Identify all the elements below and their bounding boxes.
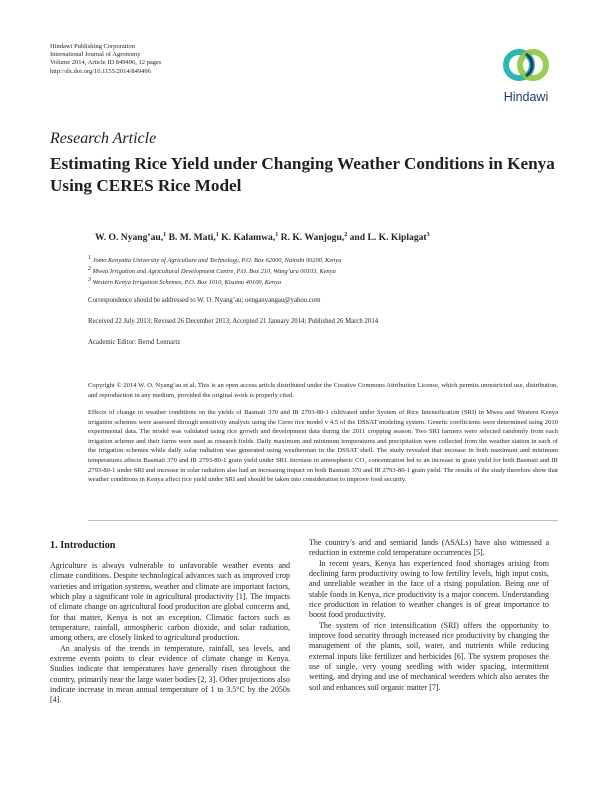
body-column-left — [50, 561, 290, 706]
author-affiliation-mark: 1 — [163, 232, 167, 238]
paragraph: The system of rice intensification (SRI) offers the opportunity to improve food security through increased rice productivity by changing the management of the plants, soil, water, and nutrients while reducing external inputs like fertilizer and herbicides [6]. The system proposes the use of single, very young seedling with wider spacing, intermittent wetting, and drying and use of mechanical weeders which also aerates the soil and enhances soil organic matter [7]. — [309, 620, 549, 692]
affiliation-number: 2 — [88, 266, 91, 272]
affiliation-number: 1 — [88, 255, 91, 261]
publication-dates: Received 22 July 2013; Revised 26 December 2013; Accepted 21 January 2014; Published 26 March 2014 — [88, 318, 379, 325]
journal-name: International Journal of Agronomy — [50, 51, 141, 59]
volume-info: Volume 2014, Article ID 849496, 12 pages — [50, 59, 162, 67]
affiliation-3 — [88, 277, 281, 286]
copyright-notice: Copyright © 2014 W. O. Nyang’au et al. This is an open access article distributed under the Creative Commons Attribution License, which permits unrestricted use, distribution, and reproduction in any medium, provided the original work is properly cited. — [88, 382, 558, 399]
author-name: R. K. Wanjogu, — [280, 232, 345, 244]
author-list — [95, 232, 565, 243]
publisher-name: Hindawi Publishing Corporation — [50, 43, 135, 50]
affiliation-text: Jomo Kenyatta University of Agriculture and Technology, P.O. Box 62000, Nairobi 00200, Kenya — [92, 257, 342, 265]
affiliation-text: Mwea Irrigation and Agricultural Development Centre, P.O. Box 210, Wang’uru 00103, Kenya — [92, 268, 336, 276]
journal-header — [50, 43, 161, 76]
affiliation-2 — [88, 266, 336, 275]
author-affiliation-mark: 3 — [426, 232, 430, 238]
affiliation-text: Western Kenya Irrigation Schemes, P.O. Box 1010, Kisumu 40100, Kenya — [92, 279, 282, 287]
author-name: B. M. Mati, — [168, 232, 216, 244]
abstract: Effects of change in weather conditions on the yields of Basmati 370 and IR 2793-80-1 cultivated under System of Rice Intensification (SRI) in Mwea and Western Kenya irrigation schemes were assessed through sensitivity analysis using the Ceres rice model v 4.5 of the DSSAT modeling system. Genetic coefficients were determined using 2010 experimental data. The model was validated using rice growth and development data during the 2011 cropping season. Two SRI farmers were selected randomly from each irrigation scheme and their farms were used as research fields. Daily maximum and minimum temperatures and precipitation were collected from the weather station in each of the irrigation schemes while daily solar radiation was generated using weatherman in the DSSAT shell. The study revealed that increase in both maximum and minimum temperatures affects Basmati 370 and IR 2793-80-1 grain yield under SRI. Increase in atmospheric CO₂ concentration led to an increase in grain yield for both Basmati and IR 2793-80-1 under SRI and increase in solar radiation also had an increasing impact on both Basmati 370 and IR 2793-80-1 grain yield. The results of the study therefore show that weather conditions in Kenya affect rice yield under SRI and should be taken into consideration to improve food security. — [88, 409, 558, 484]
paragraph: The country’s arid and semiarid lands (ASALs) have also witnessed a reduction in extreme cold temperature occurrences [5]. — [309, 538, 549, 558]
affiliation-number: 3 — [88, 277, 91, 283]
author-name: W. O. Nyang’au, — [95, 232, 164, 244]
author-name: and L. K. Kiplagat — [349, 232, 427, 244]
academic-editor: Academic Editor: Bernd Lennartz — [88, 339, 181, 346]
divider — [88, 520, 558, 521]
paragraph: An analysis of the trends in temperature, rainfall, sea levels, and extreme events points to clear evidence of climate change in Kenya. Studies indicate that temperatures have generally risen throughout the country, primarily near the large water bodies [2, 3]. Other projections also indicate increase in mean annual temperature of 1 to 3.5°C by the 2050s [4]. — [50, 643, 290, 705]
hindawi-logo-icon — [497, 42, 555, 88]
author-affiliation-mark: 1 — [215, 232, 219, 238]
article-type: Research Article — [50, 130, 157, 147]
hindawi-logo — [497, 42, 555, 110]
body-column-right — [309, 538, 549, 693]
correspondence: Correspondence should be addressed to W. O. Nyang’au; oenganyangau@yahoo.com — [88, 297, 321, 304]
paragraph: Agriculture is always vulnerable to unfavorable weather events and climate conditions. Despite technological advances such as improved crop varieties and irrigation systems, weather and climate are important factors, which play a significant role in agricultural productivity [1]. The impacts of climate change on agricultural food production are global concerns and, for that matter, Kenya is not an exception. Climatic factors such as temperature, rainfall, atmospheric carbon dioxide, and solar radiation, among others, are closely linked to agricultural production. — [50, 561, 290, 643]
article-title: Estimating Rice Yield under Changing Weather Conditions in Kenya Using CERES Rice Model — [50, 154, 555, 195]
author-name: K. Kalamwa, — [221, 232, 276, 244]
hindawi-logo-text: Hindawi — [503, 90, 549, 104]
author-affiliation-mark: 1 — [275, 232, 279, 238]
doi-link[interactable]: http://dx.doi.org/10.1155/2014/849496 — [50, 67, 151, 75]
author-affiliation-mark: 2 — [344, 232, 348, 238]
section-heading: 1. Introduction — [50, 540, 116, 551]
affiliation-1 — [88, 255, 341, 264]
paragraph: In recent years, Kenya has experienced food shortages arising from declining farm productivity owing to low fertility levels, high input costs, and unreliable weather in the face of a rising population. Being one of stable foods in Kenya, rice productivity is a major concern. Understanding rice production in relation to weather changes is of great importance to boost food productivity. — [309, 558, 549, 620]
